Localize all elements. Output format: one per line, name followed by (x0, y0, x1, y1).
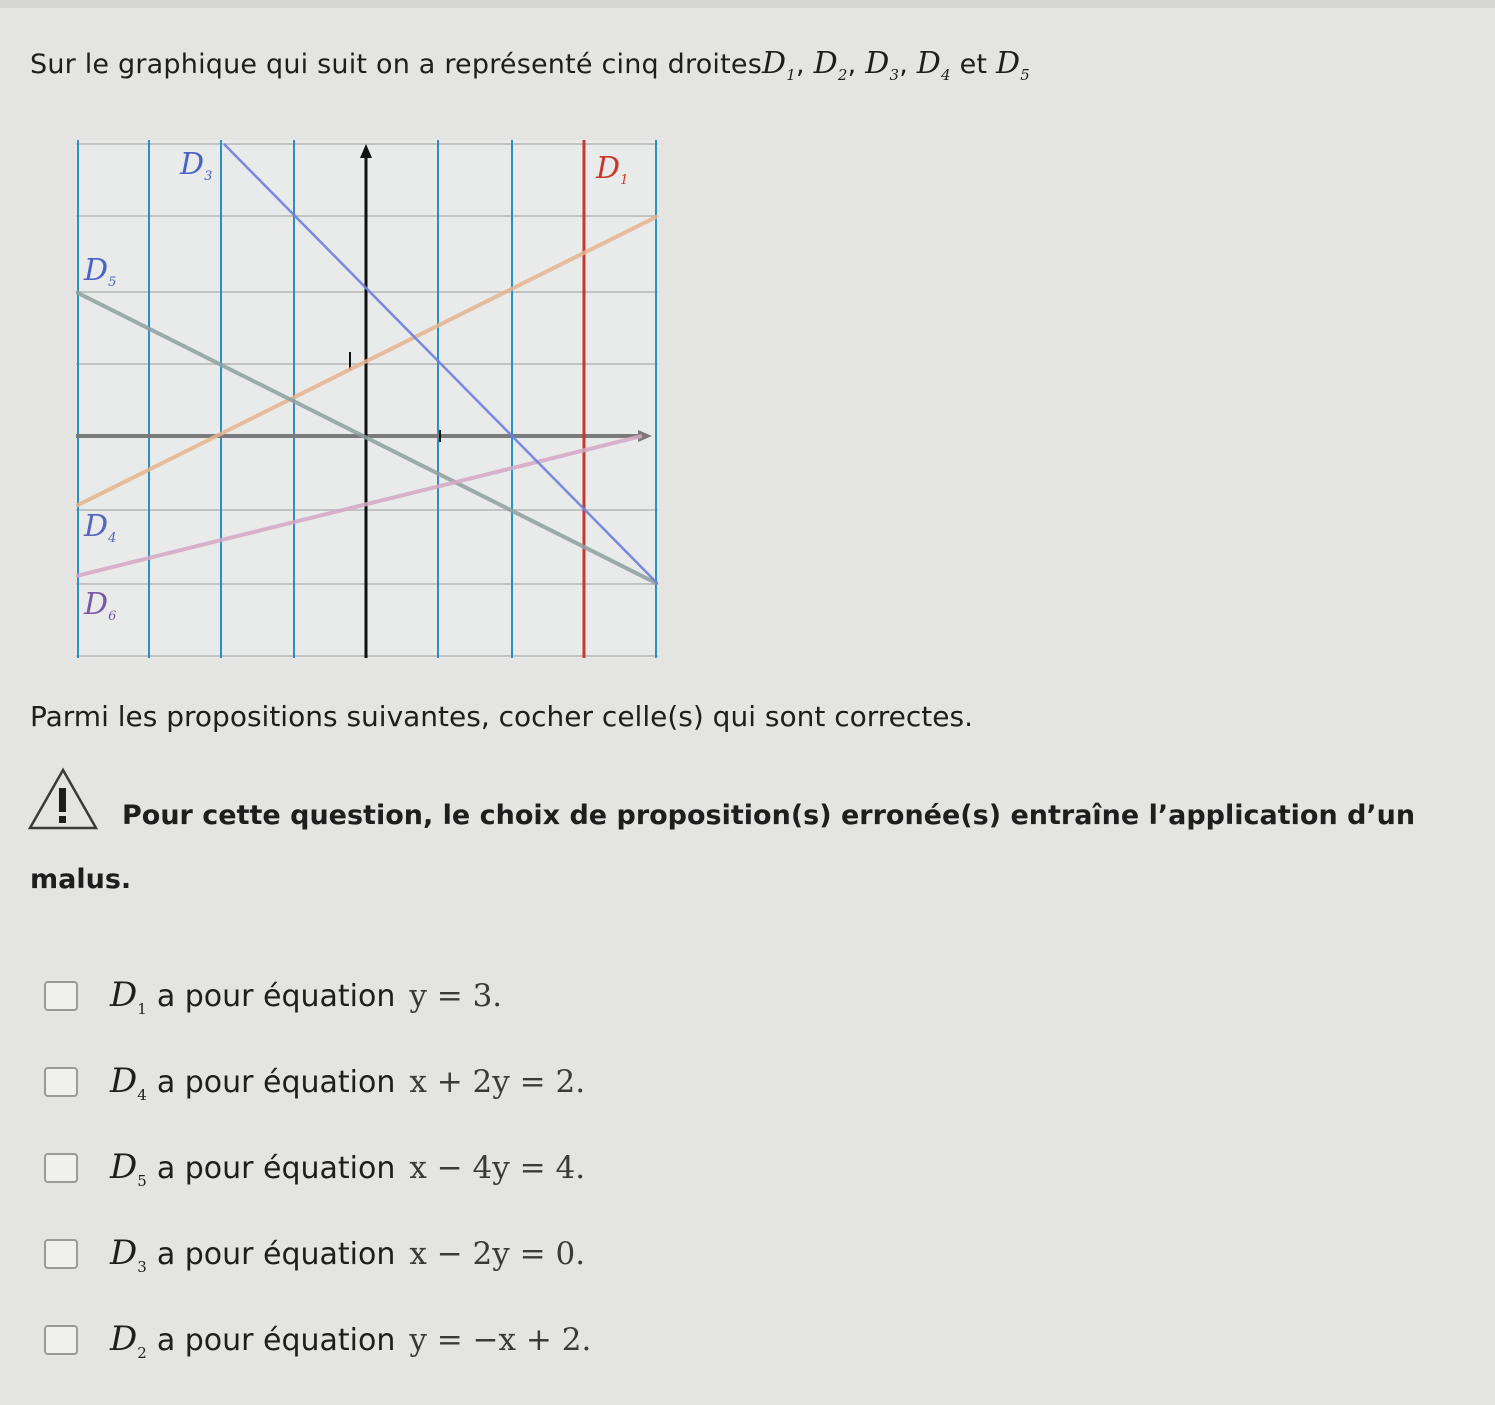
label-top-right: $D_1$ (596, 151, 629, 188)
option-2-equation: x + 2y = 2. (409, 1064, 586, 1100)
intro-text: Sur le graphique qui suit on a représenté cinq droitesD$_1$, $D_2$, $D_3$, $D_4$ et $D_5$ (30, 46, 1030, 84)
option-1-text: a pour équation (156, 978, 396, 1014)
option-2-line: $D_4$ (110, 1060, 147, 1104)
warning-text: Pour cette question, le choix de proposition(s) erronée(s) entraîne l’application d’un malus. (30, 800, 1416, 895)
option-2[interactable] (44, 1052, 744, 1112)
line-name-d3: $D_3$ (865, 46, 900, 84)
option-3-line: $D_5$ (110, 1146, 147, 1190)
option-5-text: a pour équation (156, 1322, 396, 1358)
option-3-equation: x − 4y = 4. (409, 1150, 586, 1186)
option-1-line: $D_1$ (110, 974, 147, 1018)
option-4-checkbox[interactable] (44, 1239, 78, 1269)
top-divider (0, 0, 1495, 8)
option-1[interactable] (44, 966, 744, 1026)
label-left-upper: $D_5$ (84, 253, 117, 290)
option-5[interactable] (44, 1310, 744, 1370)
label-top-left: $D_3$ (180, 147, 213, 184)
label-left-mid: $D_4$ (84, 509, 117, 546)
label-left-lower: $D_6$ (84, 587, 117, 624)
option-4-line: $D_3$ (110, 1232, 147, 1276)
option-5-line: $D_2$ (110, 1318, 147, 1362)
option-3-checkbox[interactable] (44, 1153, 78, 1183)
line-name-d4: $D_4$ (916, 46, 951, 84)
option-1-equation: y = 3. (409, 978, 503, 1014)
option-2-checkbox[interactable] (44, 1067, 78, 1097)
question-text: Parmi les propositions suivantes, cocher celle(s) qui sont correctes. (30, 700, 973, 733)
option-5-checkbox[interactable] (44, 1325, 78, 1355)
option-3-text: a pour équation (156, 1150, 396, 1186)
option-4-equation: x − 2y = 0. (409, 1236, 586, 1272)
line-name-d5: $D_5$ (995, 46, 1030, 84)
line-name-d2: $D_2$ (813, 46, 848, 84)
option-3[interactable] (44, 1138, 744, 1198)
option-5-equation: y = −x + 2. (409, 1322, 592, 1358)
lines-graph (76, 140, 658, 658)
line-name-d1: $D_1$ (762, 46, 797, 84)
option-1-checkbox[interactable] (44, 981, 78, 1011)
option-4[interactable] (44, 1224, 744, 1284)
option-4-text: a pour équation (156, 1236, 396, 1272)
option-2-text: a pour équation (156, 1064, 396, 1100)
